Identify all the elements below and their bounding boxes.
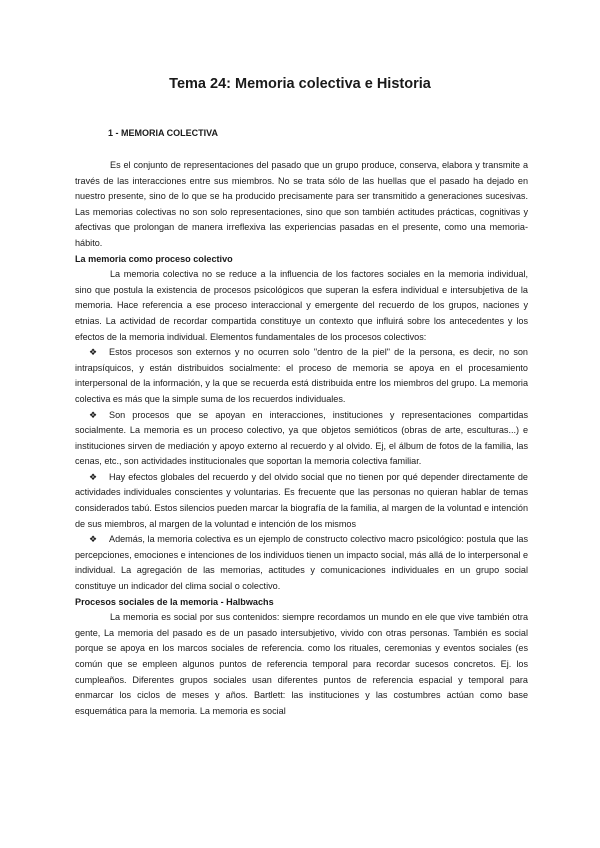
paragraph-proceso-colectivo: La memoria colectiva no se reduce a la influencia de los factores sociales en la memoria individual, sino que postula la existencia de procesos psicológicos que superan la esfera individual e intersubjetiva de la memoria. Hace referencia a ese proceso interaccional y emergente del recuerdo de los grupos, naciones y etnias. La actividad de recordar compartida constituye un contexto que influirá sobre los antecedentes y los efectos de la memoria individual. Elementos fundamentales de los procesos colectivos:	[75, 269, 528, 342]
subheading-proceso-colectivo: La memoria como proceso colectivo	[75, 253, 233, 264]
bullet-text: Además, la memoria colectiva es un ejemplo de constructo colectivo macro psicológico: postula que las percepciones, emociones e intenciones de los individuos tienen un impacto social, más allá de lo interpersonal e individual. La agregación de las memorias, actitudes y comunicaciones individuales en un grupo social constituye un indicador del clima social o colectivo.	[75, 534, 528, 592]
bullet-text: Hay efectos globales del recuerdo y del olvido social que no tienen por qué depender directamente de actividades individuales conscientes y voluntarias. Es frecuente que las personas no quieran hablar de temas considerados tabú. Estos silencios pueden marcar la biografía de la familia, al margen de la voluntad e intención de sus miembros, al margen de la voluntad e intención de los mismos	[75, 471, 528, 529]
section-heading: 1 - MEMORIA COLECTIVA	[108, 128, 218, 138]
diamond-bullet-icon: ❖	[89, 534, 98, 545]
diamond-bullet-icon: ❖	[89, 471, 98, 482]
paragraph-halbwachs: La memoria es social por sus contenidos: siempre recordamos un mundo en ele que vive también otra gente, La memoria del pasado es de un pasado intersubjetivo, vivido con otras personas. También es social porque se apoya en los marcos sociales de referencia. como los rituales, ceremonias y eventos sociales (es común que se empleen algunos puntos de referencia temporal para recordar sucesos concretos. Ej. los cumpleaños. Diferentes grupos sociales usan diferentes puntos de referencia espacial y temporal para enmarcar los ciclos de meses y años. Bartlett: las instituciones y las costumbres actúan como base esquemática para la memoria. La memoria es social	[75, 612, 528, 716]
document-body	[75, 158, 528, 719]
diamond-bullet-icon: ❖	[89, 409, 98, 420]
bullet-text: Son procesos que se apoyan en interacciones, instituciones y representaciones compartidas socialmente. La memoria es un proceso colectivo, ya que objetos semióticos (obras de arte, esculturas...) e instituciones sirven de mediación y apoyo externo al recuerdo y al olvido. Ej, el álbum de fotos de la familia, las cenas, etc., son actividades institucionales que soportan la memoria colectiva familiar.	[75, 409, 528, 467]
bullet-item	[75, 532, 528, 594]
page-title: Tema 24: Memoria colectiva e Historia	[169, 76, 431, 92]
bullet-item	[75, 345, 528, 407]
bullet-item	[75, 470, 528, 532]
bullet-text: Estos procesos son externos y no ocurren solo "dentro de la piel" de la persona, es decir, no son intrapsíquicos, y están distribuidos socialmente: el proceso de memoria se apoya en el procesamiento interpersonal de la información, y la que se recuerda está distribuida entre los miembros del grupo. La memoria colectiva es más que la simple suma de los recuerdos individuales.	[75, 347, 528, 404]
bullet-item	[75, 408, 528, 470]
paragraph-definition: Es el conjunto de representaciones del pasado que un grupo produce, conserva, elabora y transmite a través de las interacciones entre sus miembros. No se trata sólo de las huellas que el pasado ha dejado en nuestro presente, sino de lo que se ha producido precisamente para ser transmitido a generaciones sucesivas. Las memorias colectivas no son solo representaciones, sino que son también actitudes prácticas, cognitivas y afectivas que prolongan de manera irreflexiva las experiencias pasadas en el presente, como una memoria-hábito.	[75, 160, 528, 248]
subheading-halbwachs: Procesos sociales de la memoria - Halbwachs	[75, 596, 274, 607]
diamond-bullet-icon: ❖	[89, 347, 98, 358]
